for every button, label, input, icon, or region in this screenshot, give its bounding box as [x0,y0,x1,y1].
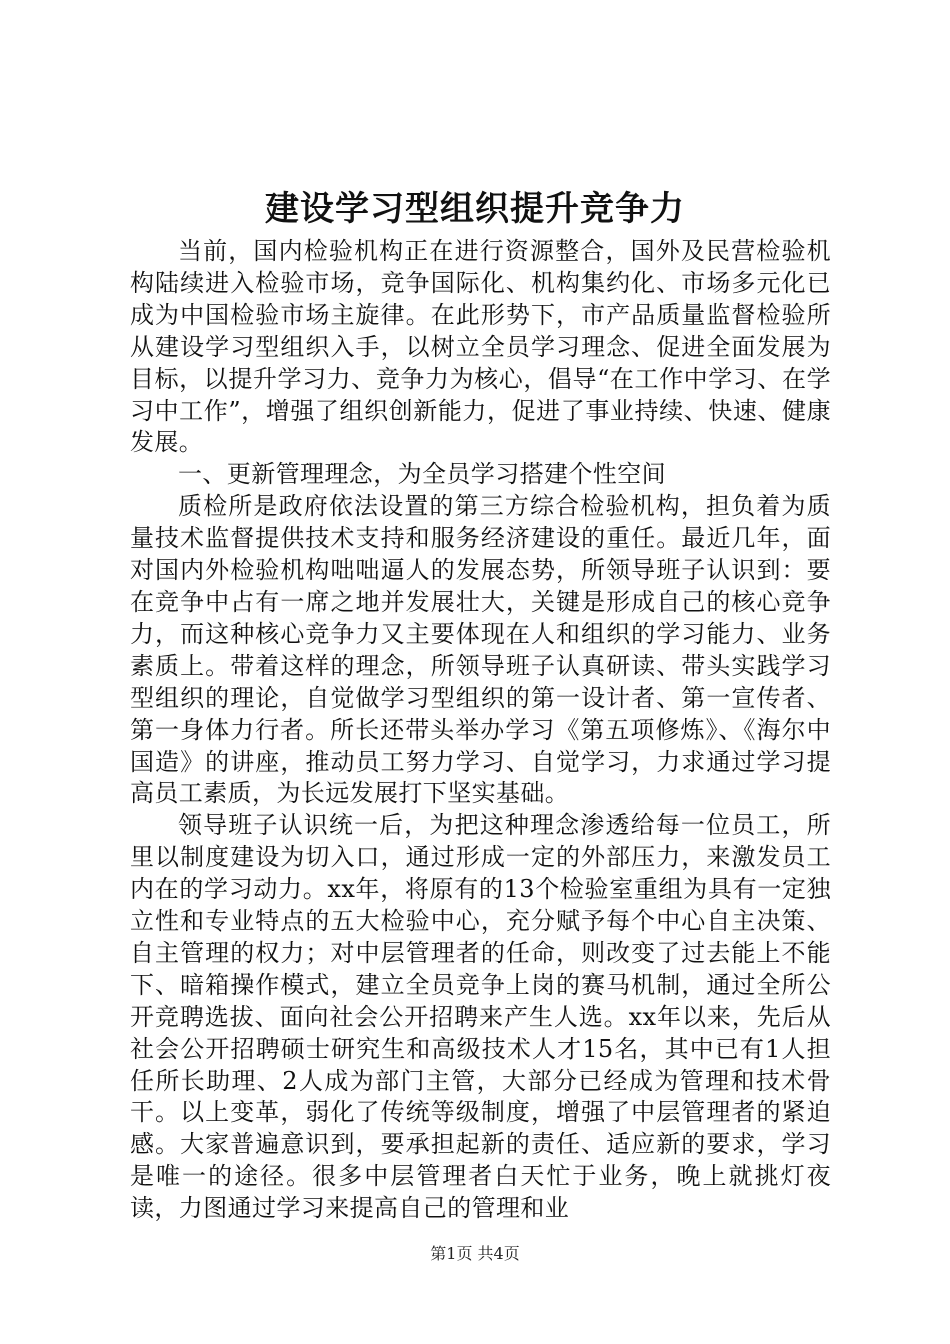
paragraph-section-1-b: 领导班子认识统一后，为把这种理念渗透给每一位员工，所里以制度建设为切入口，通过形成一定的外部压力，来激发员工内在的学习动力。xx年，将原有的13个检验室重组为具有一定独立性和专业特点的五大检验中心，充分赋予每个中心自主决策、自主管理的权力；对中层管理者的任命，则改变了过去能上不能下、暗箱操作模式，建立全员竞争上岗的赛马机制，通过全所公开竞聘选拔、面向社会公开招聘来产生人选。xx年以来，先后从社会公开招聘硕士研究生和高级技术人才15名，其中已有1人担任所长助理、2人成为部门主管，大部分已经成为管理和技术骨干。以上变革，弱化了传统等级制度，增强了中层管理者的紧迫感。大家普遍意识到，要承担起新的责任、适应新的要求，学习是唯一的途径。很多中层管理者白天忙于业务，晚上就挑灯夜读，力图通过学习来提高自己的管理和业 [130,811,831,1223]
document-title: 建设学习型组织提升竞争力 [265,189,685,229]
section-heading-1: 一、更新管理理念，为全员学习搭建个性空间 [178,460,666,489]
paragraph-intro: 当前，国内检验机构正在进行资源整合，国外及民营检验机构陆续进入检验市场，竞争国际化、机构集约化、市场多元化已成为中国检验市场主旋律。在此形势下，市产品质量监督检验所从建设学习型组织入手，以树立全员学习理念、促进全面发展为目标，以提升学习力、竞争力为核心，倡导“在工作中学习、在学习中工作”，增强了组织创新能力，促进了事业持续、快速、健康发展。 [130,237,831,457]
paragraph-section-1-a: 质检所是政府依法设置的第三方综合检验机构，担负着为质量技术监督提供技术支持和服务经济建设的重任。最近几年，面对国内外检验机构咄咄逼人的发展态势，所领导班子认识到：要在竞争中占有一席之地并发展壮大，关键是形成自己的核心竞争力，而这种核心竞争力又主要体现在人和组织的学习能力、业务素质上。带着这样的理念，所领导班子认真研读、带头实践学习型组织的理论，自觉做学习型组织的第一设计者、第一宣传者、第一身体力行者。所长还带头举办学习《第五项修炼》、《海尔中国造》的讲座，推动员工努力学习、自觉学习，力求通过学习提高员工素质，为长远发展打下坚实基础。 [130,492,831,808]
page-number-footer: 第1页 共4页 [430,1244,520,1263]
document-body [130,236,831,1225]
